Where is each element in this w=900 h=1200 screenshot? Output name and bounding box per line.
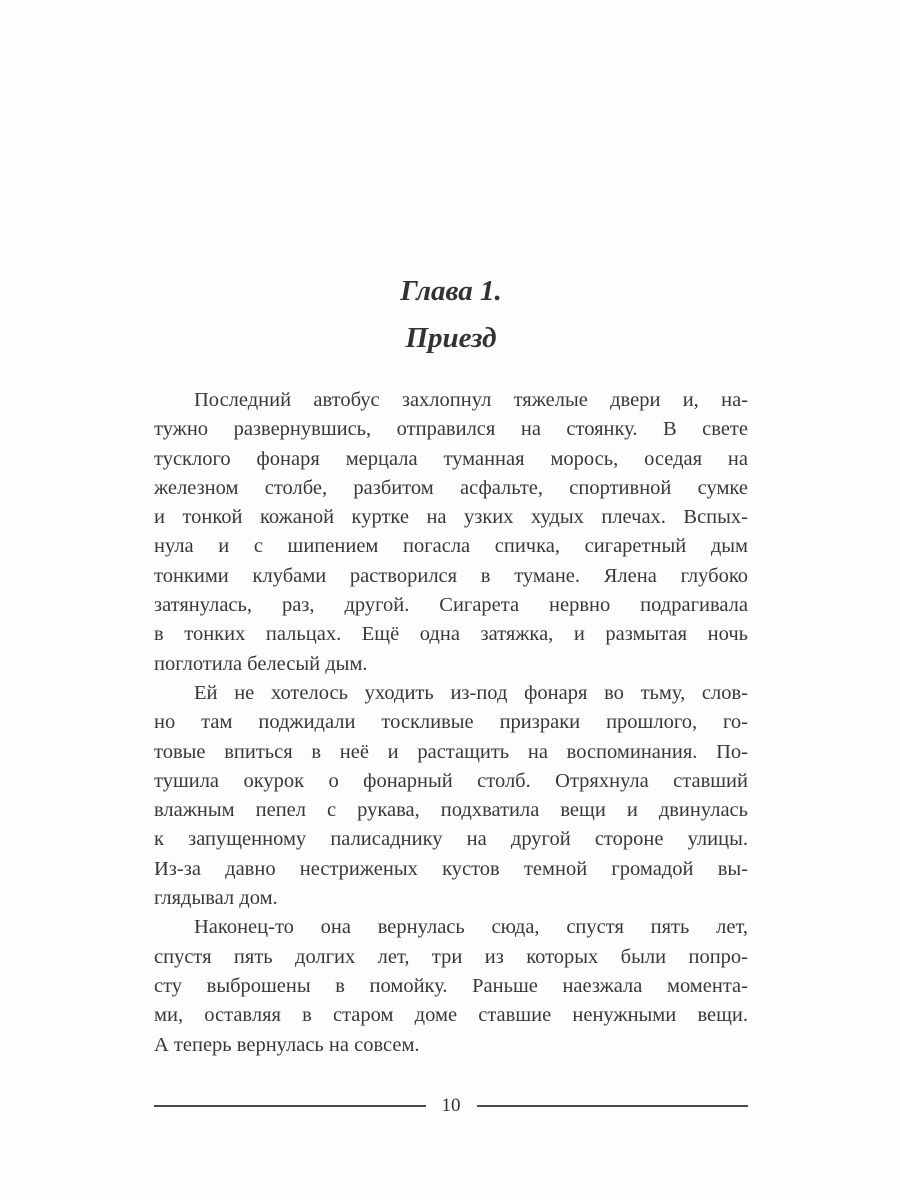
text-line: тонкими клубами растворился в тумане. Ялена глубоко [154,564,748,587]
text-line: ми, оставляя в старом доме ставшие ненужными вещи. [154,1004,748,1027]
text-line: сту выброшены в помойку. Раньше наезжала момента- [154,974,748,997]
text-line: Ей не хотелось уходить из-под фонаря во тьму, слов- [194,681,748,704]
text-line: А теперь вернулась на совсем. [154,1033,420,1056]
text-line: тушила окурок о фонарный столб. Отряхнула ставший [154,769,748,792]
text-line: к запущенному палисаднику на другой стороне улицы. [154,828,748,851]
page-footer [154,1096,748,1115]
footer-rule-left [154,1105,426,1107]
body-text [154,386,748,1060]
text-line: Наконец-то она вернулась сюда, спустя пять лет, [194,916,748,939]
text-line: нула и с шипением погасла спичка, сигаретный дым [154,535,748,558]
text-line: тужно развернувшись, отправился на стоянку. В свете [154,418,748,441]
text-line: влажным пепел с рукава, подхватила вещи и двинулась [154,799,748,822]
text-line: железном столбе, разбитом асфальте, спортивной сумке [154,476,748,499]
paragraph [154,913,748,1059]
text-line: и тонкой кожаной куртке на узких худых плечах. Вспых- [154,506,748,529]
text-line: глядывал дом. [154,887,278,910]
text-line: затянулась, раз, другой. Сигарета нервно подрагивала [154,594,748,617]
text-line: тусклого фонаря мерцала туманная морось, оседая на [154,447,748,470]
text-line: но там поджидали тоскливые призраки прошлого, го- [154,711,748,734]
text-line: Из-за давно нестриженых кустов темной громадой вы- [154,857,748,880]
chapter-title: Глава 1. [400,275,502,307]
footer-rule-right [477,1105,749,1107]
page-number: 10 [441,1095,461,1116]
text-line: в тонких пальцах. Ещё одна затяжка, и размытая ночь [154,623,748,646]
text-line: товые впиться в неё и растащить на воспоминания. По- [154,740,748,763]
paragraph [154,386,748,679]
paragraph [154,679,748,913]
text-line: поглотила белесый дым. [154,652,368,675]
text-line: Последний автобус захлопнул тяжелые двери и, на- [194,389,748,411]
chapter-heading [154,276,748,355]
chapter-subtitle: Приезд [405,321,497,354]
text-line: спустя пять долгих лет, три из которых были попро- [154,945,748,968]
